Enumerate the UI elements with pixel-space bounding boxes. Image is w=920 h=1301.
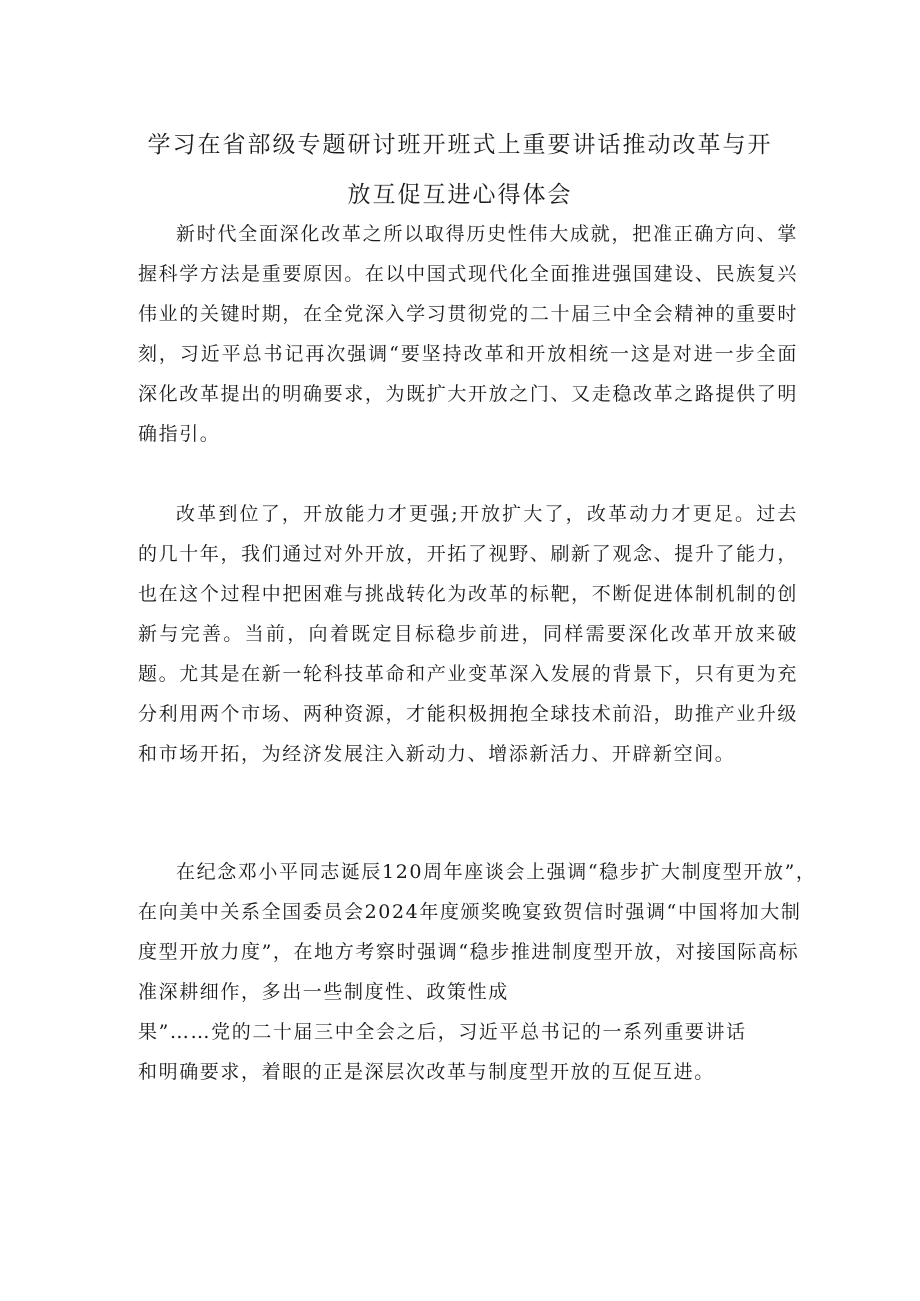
paragraph-3-line: 在向美中关系全国委员会2024年度颁奖晚宴致贺信时强调“中国将加大制 [138, 901, 802, 923]
paragraph-1: 新时代全面深化改革之所以取得历史性伟大成就，把准正确方向、掌握科学方法是重要原因。在以中国式现代化全面推进强国建设、民族复兴伟业的关键时期，在全党深入学习贯彻党的二十届三中全会精神的重要时刻，习近平总书记再次强调“要坚持改革和开放相统一这是对进一步全面深化改革提出的明确要求，为既扩大开放之门、又走稳改革之路提供了明确指引。 [138, 223, 798, 445]
paragraph-2: 改革到位了，开放能力才更强;开放扩大了，改革动力才更足。过去的几十年，我们通过对外开放，开拓了视野、刷新了观念、提升了能力，也在这个过程中把困难与挑战转化为改革的标靶，不断促进体制机制的创新与完善。当前，向着既定目标稳步前进，同样需要深化改革开放来破题。尤其是在新一轮科技革命和产业变革深入发展的背景下，只有更为充分利用两个市场、两种资源，才能积极拥抱全球技术前沿，助推产业升级和市场开拓，为经济发展注入新动力、增添新活力、开辟新空间。 [138, 503, 798, 765]
title-line-1: 学习在省部级专题研讨班开班式上重要讲话推动改革与开 [147, 132, 773, 158]
paragraph-3-line: 果”……党的二十届三中全会之后，习近平总书记的一系列重要讲话 [138, 1021, 747, 1043]
paragraph-3-line: 度型开放力度”，在地方考察时强调“稳步推进制度型开放，对接国际高标 [138, 941, 800, 963]
title-line-2: 放互促互进心得体会 [347, 182, 573, 208]
paragraph-3 [138, 852, 817, 1092]
paragraph-3-line: 在纪念邓小平同志诞辰120周年座谈会上强调“稳步扩大制度型开放”， [176, 861, 817, 883]
paragraph-3-line: 和明确要求，着眼的正是深层次改革与制度型开放的互促互进。 [138, 1061, 715, 1083]
paragraph-3-line: 准深耕细作，多出一些制度性、政策性成 [138, 981, 509, 1003]
document-title [120, 120, 800, 220]
